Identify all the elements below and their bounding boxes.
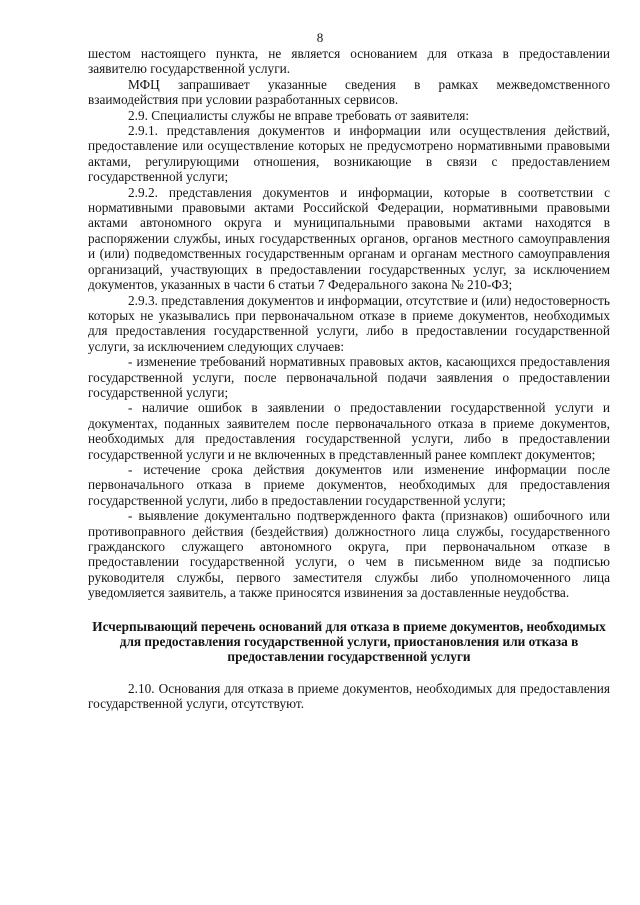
paragraph-2-9-2: 2.9.2. представления документов и информации, которые в соответствии с нормативными правовыми актами Российской Федерации, нормативными правовыми актами автономного округа и муниципальными правовыми актами находятся в распоряжении службы, иных государственных органов, органов местного самоуправления и (или) подведомственных государственным органам и органам местного самоуправления организаций, участвующих в предоставлении государственных услуг, за исключением документов, указанных в части 6 статьи 7 Федерального закона № 210-ФЗ; bbox=[88, 184, 610, 293]
section-heading: Исчерпывающий перечень оснований для отказа в приеме документов, необходимых для предоставления государственной услуги, приостановления или отказа в предоставлении государственной услуги bbox=[92, 618, 606, 665]
list-item-misconduct: - выявление документально подтвержденного факта (признаков) ошибочного или противоправного действия (бездействия) должностного лица службы, государственного гражданского служащего автономного округа, при первоначальном отказе в предоставлении государственной услуги, о чем в письменном виде за подписью руководителя службы, первого заместителя службы либо уполномоченного лица уведомляется заявитель, а также приносятся извинения за доставленные неудобства. bbox=[88, 508, 610, 601]
page-number: 8 bbox=[316, 30, 324, 45]
list-item-expiry: - истечение срока действия документов или изменение информации после первоначального отказа в приеме документов, необходимых для предоставления государственной услуги, либо в предоставлении государственной услуги; bbox=[88, 461, 610, 508]
paragraph-2-9-3: 2.9.3. представления документов и информации, отсутствие и (или) недостоверность которых не указывались при первоначальном отказе в приеме документов, необходимых для предоставления государственной услуги, либо в предоставлении государственной услуги, за исключением следующих случаев: bbox=[88, 292, 610, 354]
paragraph-mfc: МФЦ запрашивает указанные сведения в рамках межведомственного взаимодействия при условии разработанных сервисов. bbox=[88, 76, 610, 108]
paragraph-continuation: шестом настоящего пункта, не является основанием для отказа в предоставлении заявителю государственной услуги. bbox=[88, 46, 610, 77]
document-body bbox=[88, 46, 610, 712]
list-item-errors: - наличие ошибок в заявлении о предоставлении государственной услуги и документах, поданных заявителем после первоначального отказа в приеме документов, необходимых для предоставления государственной услуги, либо в предоставлении государственной услуги и не включенных в представленный ранее комплект документов; bbox=[88, 400, 610, 462]
paragraph-2-9: 2.9. Специалисты службы не вправе требовать от заявителя: bbox=[128, 107, 470, 123]
paragraph-2-9-1: 2.9.1. представления документов и информации или осуществления действий, предоставление или осуществление которых не предусмотрено нормативными правовыми актами, регулирующими отношения, возникающие в связи с предоставлением государственной услуги; bbox=[88, 123, 610, 185]
paragraph-2-10: 2.10. Основания для отказа в приеме документов, необходимых для предоставления государственной услуги, отсутствуют. bbox=[88, 680, 610, 712]
list-item-requirements-change: - изменение требований нормативных правовых актов, касающихся предоставления государственной услуги, после первоначальной подачи заявления о предоставлении государственной услуги; bbox=[88, 354, 610, 400]
